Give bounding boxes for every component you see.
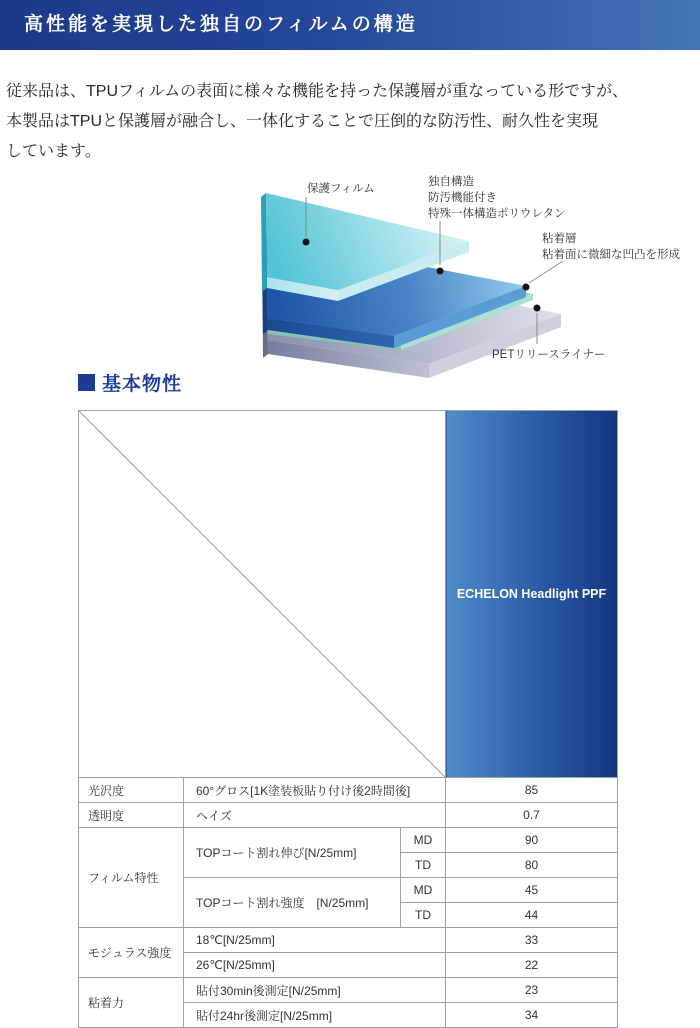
value-cell: 22 — [446, 953, 618, 978]
label-structure-line3: 特殊一体構造ポリウレタン — [428, 208, 566, 220]
value-cell: 80 — [446, 853, 618, 878]
label-structure-line2: 防汚機能付き — [428, 192, 497, 204]
section-heading — [78, 369, 182, 396]
value-cell: 85 — [446, 778, 618, 803]
property-cell: ヘイズ — [184, 803, 446, 828]
value-cell: 0.7 — [446, 803, 618, 828]
table-header-row — [79, 411, 618, 778]
category-cell: 透明度 — [79, 803, 184, 828]
category-cell: 粘着力 — [79, 978, 184, 1028]
table-row — [79, 828, 618, 853]
property-cell: 18℃[N/25mm] — [184, 928, 446, 953]
property-cell: 貼付24hr後測定[N/25mm] — [184, 1003, 446, 1028]
label-structure-line1: 独自構造 — [428, 176, 474, 188]
intro-line: しています。 — [6, 143, 101, 160]
category-cell: モジュラス強度 — [79, 928, 184, 978]
value-cell: 45 — [446, 878, 618, 903]
table-row — [79, 928, 618, 953]
value-cell: 44 — [446, 903, 618, 928]
direction-cell: TD — [401, 853, 446, 878]
property-cell: 貼付30min後測定[N/25mm] — [184, 978, 446, 1003]
table-row — [79, 978, 618, 1003]
category-cell: フィルム特性 — [79, 828, 184, 928]
property-cell: TOPコート割れ伸び[N/25mm] — [184, 828, 401, 878]
label-adhesive-line2: 粘着面に微細な凹凸を形成 — [542, 249, 680, 261]
intro-paragraph — [6, 77, 696, 167]
value-cell: 34 — [446, 1003, 618, 1028]
label-adhesive-line1: 粘着層 — [542, 233, 577, 245]
diagonal-line — [79, 411, 445, 777]
value-cell: 33 — [446, 928, 618, 953]
property-cell: 60°グロス[1K塗装板貼り付け後2時間後] — [184, 778, 446, 803]
category-cell: 光沢度 — [79, 778, 184, 803]
page-title: 高性能を実現した独自のフィルムの構造 — [0, 0, 700, 50]
direction-cell: MD — [401, 828, 446, 853]
label-protective-film: 保護フィルム — [307, 183, 375, 195]
property-cell: TOPコート割れ強度 [N/25mm] — [184, 878, 401, 928]
value-cell: 23 — [446, 978, 618, 1003]
film-structure-diagram — [0, 172, 700, 380]
table-row — [79, 803, 618, 828]
table-row — [79, 778, 618, 803]
square-bullet-icon — [78, 374, 95, 391]
intro-line: 本製品はTPUと保護層が融合し、一体化することで圧倒的な防汚性、耐久性を実現 — [6, 113, 599, 130]
direction-cell: TD — [401, 903, 446, 928]
diagonal-header-cell — [79, 411, 446, 778]
section-title: 基本物性 — [102, 374, 183, 395]
column-header-product: ECHELON Headlight PPF — [446, 411, 618, 778]
value-cell: 90 — [446, 828, 618, 853]
intro-line: 従来品は、TPUフィルムの表面に様々な機能を持った保護層が重なっている形ですが、 — [6, 83, 629, 100]
direction-cell: MD — [401, 878, 446, 903]
property-cell: 26℃[N/25mm] — [184, 953, 446, 978]
basic-properties-table — [78, 410, 618, 1028]
label-pet-liner: PETリリースライナー — [492, 349, 606, 361]
